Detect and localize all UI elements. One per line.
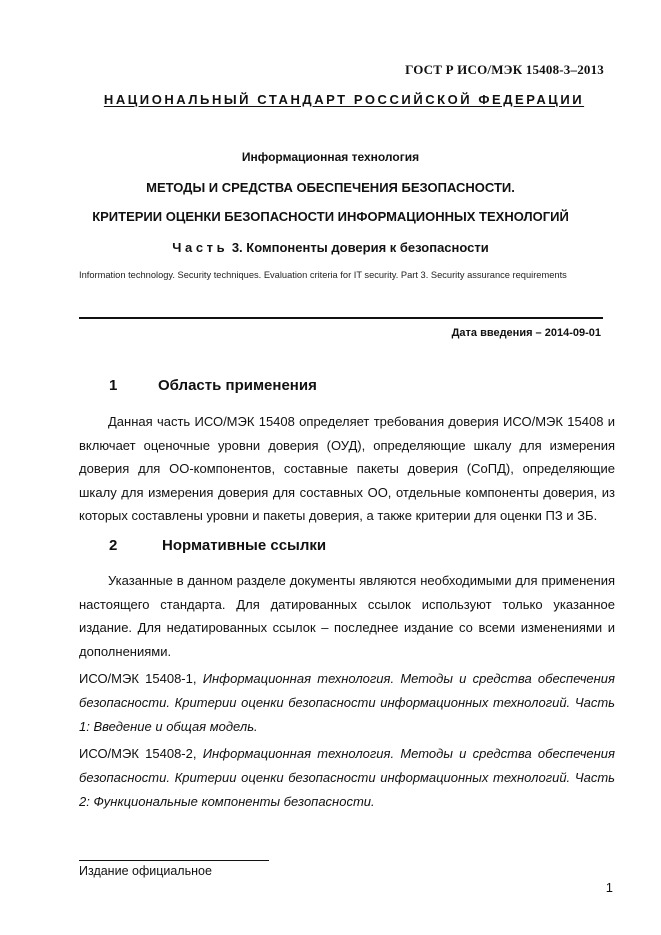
reference-item xyxy=(79,742,615,814)
section-2-paragraph xyxy=(79,569,615,663)
section-2-title: Нормативные ссылки xyxy=(162,537,327,554)
edition-label: Издание официальное xyxy=(79,864,212,878)
reference-item xyxy=(79,667,615,739)
part-rest: 3. Компоненты доверия к безопасности xyxy=(228,240,489,255)
reference-title: Информационная технология. Методы и средства обеспечения безопасности. Критерии оценки безопасности информационных технологий. Часть 2: Функциональные компоненты безопасности. xyxy=(79,746,615,809)
section-1-text: Данная часть ИСО/МЭК 15408 определяет требования доверия ИСО/МЭК 15408 и включает оценочные уровни доверия (ОУД), определяющие шкалу для измерения доверия для ОО-компонентов, составные пакеты доверия (СоПД), определяющие шкалу для измерения доверия для составных ОО, отдельные компоненты доверия, из которых составлены уровни и пакеты доверия, а также критерии для оценки ПЗ и ЗБ. xyxy=(79,414,615,523)
footer-divider xyxy=(79,860,269,861)
title-line-1: МЕТОДЫ И СРЕДСТВА ОБЕСПЕЧЕНИЯ БЕЗОПАСНОСТИ. xyxy=(146,180,515,195)
reference-code: ИСО/МЭК 15408-2, xyxy=(79,746,203,761)
section-1-title: Область применения xyxy=(158,377,317,394)
english-title: Information technology. Security techniques. Evaluation criteria for IT security. Part 3. Security assurance requirements xyxy=(79,270,567,280)
national-standard-heading: НАЦИОНАЛЬНЫЙ СТАНДАРТ РОССИЙСКОЙ ФЕДЕРАЦИИ xyxy=(103,92,585,107)
introduction-date: Дата введения – 2014-09-01 xyxy=(451,327,601,339)
reference-title: Информационная технология. Методы и средства обеспечения безопасности. Критерии оценки безопасности информационных технологий. Часть 1: Введение и общая модель. xyxy=(79,671,615,734)
title-subject: Информационная технология xyxy=(241,150,420,164)
part-word: Часть xyxy=(172,240,229,255)
header-divider xyxy=(79,317,603,319)
section-1-paragraph xyxy=(79,410,615,528)
part-title xyxy=(0,240,661,255)
section-2-number: 2 xyxy=(109,537,118,554)
section-2-text: Указанные в данном разделе документы являются необходимыми для применения настоящего стандарта. Для датированных ссылок используют только указанное издание. Для недатированных ссылок – последнее издание со всеми изменениями и дополнениями. xyxy=(79,573,615,659)
document-code: ГОСТ Р ИСО/МЭК 15408-3–2013 xyxy=(405,62,604,77)
page-number: 1 xyxy=(605,880,613,895)
section-1-number: 1 xyxy=(109,377,118,394)
title-line-2: КРИТЕРИИ ОЦЕНКИ БЕЗОПАСНОСТИ ИНФОРМАЦИОННЫХ ТЕХНОЛОГИЙ xyxy=(92,209,569,224)
reference-code: ИСО/МЭК 15408-1, xyxy=(79,671,203,686)
